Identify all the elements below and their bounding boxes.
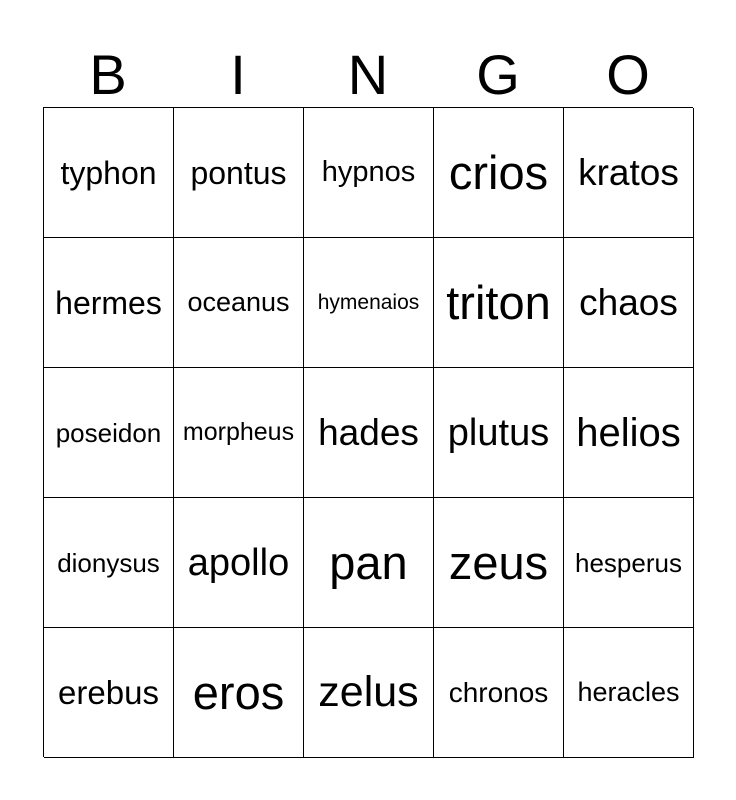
bingo-cell (304, 368, 434, 498)
cell-text: oceanus (187, 287, 290, 317)
bingo-cell (434, 628, 564, 758)
cell-text: poseidon (55, 417, 162, 448)
cell-text: dionysus (57, 547, 160, 578)
bingo-cell (564, 498, 694, 628)
header-letter-g: G (476, 43, 520, 106)
cell-text: erebus (58, 674, 159, 711)
cell-text: morpheus (182, 418, 295, 446)
bingo-cell (564, 368, 694, 498)
bingo-cell (564, 238, 694, 368)
header-letter-o: O (606, 43, 650, 106)
cell-text: hypnos (321, 156, 416, 188)
bingo-cell (174, 238, 304, 368)
cell-text: eros (192, 666, 285, 719)
bingo-cell (304, 498, 434, 628)
bingo-cell (434, 498, 564, 628)
cell-text: kratos (578, 152, 679, 193)
cell-text: chronos (448, 676, 549, 708)
bingo-cell (304, 238, 434, 368)
cell-text: chaos (579, 282, 678, 323)
cell-text: hades (318, 412, 419, 453)
bingo-cell (304, 108, 434, 238)
bingo-cell (44, 108, 174, 238)
cell-text: hesperus (575, 547, 682, 578)
bingo-cell (44, 628, 174, 758)
bingo-cell (44, 238, 174, 368)
bingo-grid (43, 107, 693, 757)
cell-text: heracles (577, 677, 680, 707)
cell-text: hermes (55, 284, 162, 321)
cell-text: helios (576, 410, 681, 455)
cell-text: hymenaios (317, 291, 420, 314)
bingo-cell (174, 108, 304, 238)
bingo-cell (564, 628, 694, 758)
bingo-cell (304, 628, 434, 758)
bingo-cell (44, 368, 174, 498)
cell-text: pan (329, 536, 408, 589)
cell-text: zelus (318, 668, 419, 716)
cell-text: zeus (448, 536, 549, 589)
bingo-cell (434, 108, 564, 238)
header-letter-i: I (230, 43, 246, 106)
bingo-cell (44, 498, 174, 628)
header-letter-n: N (347, 43, 389, 106)
bingo-cell (174, 628, 304, 758)
cell-text: plutus (447, 411, 550, 454)
bingo-cell (434, 368, 564, 498)
cell-text: triton (446, 276, 551, 329)
cell-text: typhon (60, 154, 157, 191)
bingo-cell (174, 368, 304, 498)
bingo-header (43, 42, 693, 108)
cell-text: crios (448, 146, 549, 199)
header-letter-b: B (89, 43, 127, 106)
cell-text: pontus (190, 154, 287, 191)
bingo-cell (434, 238, 564, 368)
bingo-cell (564, 108, 694, 238)
cell-text: apollo (187, 541, 290, 584)
bingo-cell (174, 498, 304, 628)
